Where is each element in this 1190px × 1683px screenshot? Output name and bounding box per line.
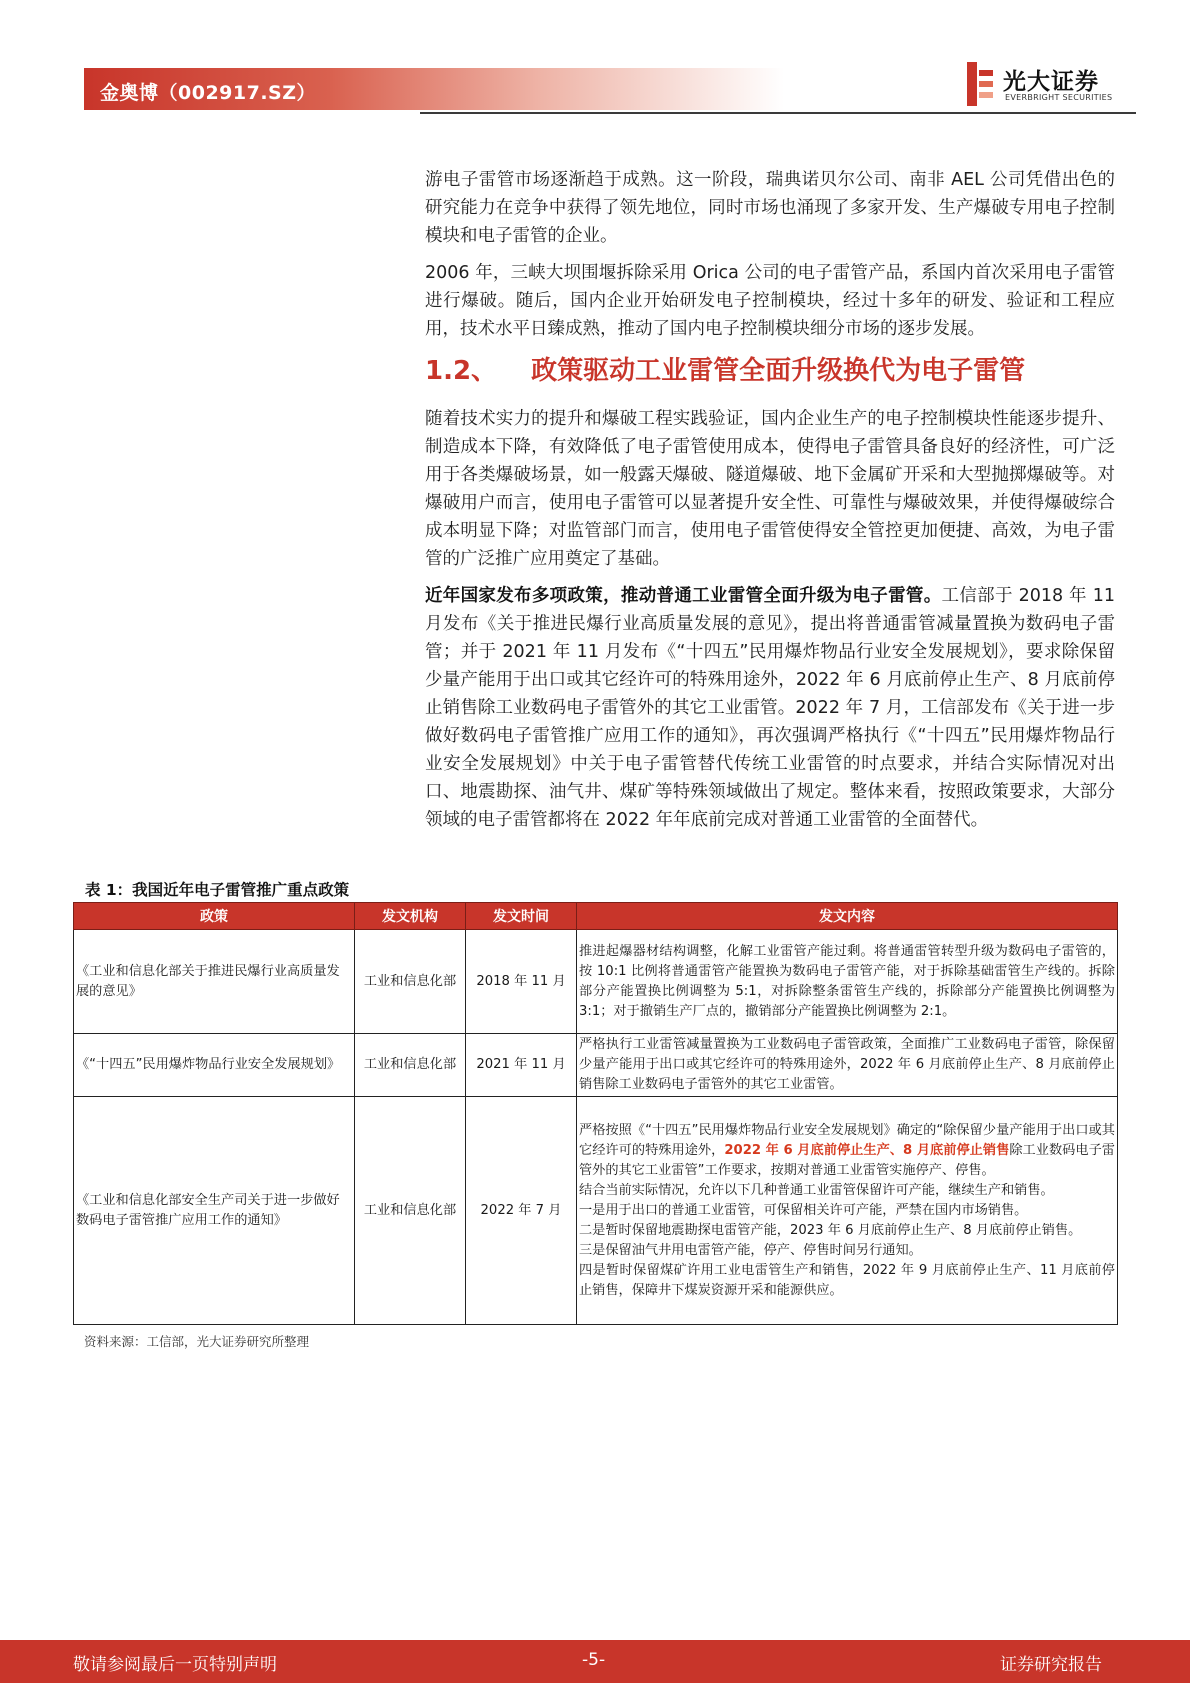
col-header-org: 发文机构 xyxy=(355,903,466,930)
paragraph-3: 随着技术实力的提升和爆破工程实践验证，国内企业生产的电子控制模块性能逐步提升、制造成本下降，有效降低了电子雷管使用成本，使得电子雷管具备良好的经济性，可广泛用于各类爆破场景，如一般露天爆破、隧道爆破、地下金属矿开采和大型抛掷爆破等。对爆破用户而言，使用电子雷管可以显著提升安全性、可靠性与爆破效果，并使得爆破综合成本明显下降；对监管部门而言，使用电子雷管使得安全管控更加便捷、高效，为电子雷管的广泛推广应用奠定了基础。 xyxy=(425,409,1115,569)
header-divider xyxy=(420,112,1136,114)
col-header-content: 发文内容 xyxy=(577,903,1118,930)
content-line: 一是用于出口的普通工业雷管，可保留相关许可产能，严禁在国内市场销售。 xyxy=(579,1202,1028,1218)
table-row xyxy=(74,1097,1118,1325)
logo-text-en: EVERBRIGHT SECURITIES xyxy=(1005,93,1113,102)
policy-table xyxy=(73,902,1118,1325)
cell-content: 严格执行工业雷管减量置换为工业数码电子雷管政策，全面推广工业数码电子雷管，除保留少量产能用于出口或其它经许可的特殊用途外，2022 年 6 月底前停止生产、8 月底前停止销售除工业数码电子雷管外的其它工业雷管。 xyxy=(577,1034,1118,1097)
content-line: 二是暂时保留地震勘探电雷管产能，2023 年 6 月底前停止生产、8 月底前停止销售。 xyxy=(579,1222,1082,1238)
footer-disclaimer: 敬请参阅最后一页特别声明 xyxy=(73,1655,277,1675)
paragraph-4-body: 工信部于 2018 年 11 月发布《关于推进民爆行业高质量发展的意见》，提出将普通雷管减量置换为数码电子雷管；并于 2021 年 11 月发布《“十四五”民用爆炸物品行业安全发展规划》，要求除保留少量产能用于出口或其它经许可的特殊用途外，2022 年 6 月底前停止生产、8 月底前停止销售除工业数码电子雷管外的其它工业雷管。2022 年 7 月，工信部发布《关于进一步做好数码电子雷管推广应用工作的通知》，再次强调严格执行《“十四五”民用爆炸物品行业安全发展规划》中关于电子雷管替代传统工业雷管的时点要求，并结合实际情况对出口、地震勘探、油气井、煤矿等特殊领域做出了规定。整体来看，按照政策要求，大部分领域的电子雷管都将在 2022 年年底前完成对普通工业雷管的全面替代。 xyxy=(425,586,1115,830)
company-title: 金奥博（002917.SZ） xyxy=(100,82,317,104)
cell-org: 工业和信息化部 xyxy=(355,1034,466,1097)
col-header-policy: 政策 xyxy=(74,903,355,930)
col-header-date: 发文时间 xyxy=(466,903,577,930)
content-text: 严格按照《“十四五”民用爆炸物品行业安全发展规划》确定的“除保留少量产能用于出口或其它经许可的特殊用途外， xyxy=(579,1122,1115,1158)
section-heading xyxy=(425,353,1115,389)
cell-date: 2022 年 7 月 xyxy=(466,1097,577,1325)
cell-org: 工业和信息化部 xyxy=(355,930,466,1034)
cell-policy: 《工业和信息化部关于推进民爆行业高质量发展的意见》 xyxy=(74,930,355,1034)
paragraph-1: 游电子雷管市场逐渐趋于成熟。这一阶段，瑞典诺贝尔公司、南非 AEL 公司凭借出色的研究能力在竞争中获得了领先地位，同时市场也涌现了多家开发、生产爆破专用电子控制模块和电子雷管的企业。 xyxy=(425,170,1115,246)
cell-content xyxy=(577,1097,1118,1325)
table-header-row xyxy=(74,903,1118,930)
table-source: 资料来源：工信部，光大证券研究所整理 xyxy=(84,1334,310,1349)
paragraph-2: 2006 年，三峡大坝围堰拆除采用 Orica 公司的电子雷管产品，系国内首次采用电子雷管进行爆破。随后，国内企业开始研发电子控制模块，经过十多年的研发、验证和工程应用，技术水平日臻成熟，推动了国内电子控制模块细分市场的逐步发展。 xyxy=(425,263,1115,339)
content-line: 三是保留油气井用电雷管产能，停产、停售时间另行通知。 xyxy=(579,1242,922,1258)
body-column xyxy=(425,166,1115,843)
cell-org: 工业和信息化部 xyxy=(355,1097,466,1325)
footer-report-type: 证券研究报告 xyxy=(1000,1655,1102,1675)
section-title: 政策驱动工业雷管全面升级换代为电子雷管 xyxy=(531,356,1026,386)
cell-date: 2021 年 11 月 xyxy=(466,1034,577,1097)
content-line: 四是暂时保留煤矿许用工业电雷管生产和销售，2022 年 9 月底前停止生产、11 月底前停止销售，保障井下煤炭资源开采和能源供应。 xyxy=(579,1262,1115,1298)
logo-text-cn: 光大证券 xyxy=(1003,69,1099,95)
table-caption: 表 1：我国近年电子雷管推广重点政策 xyxy=(85,881,350,899)
content-line: 结合当前实际情况，允许以下几种普通工业雷管保留许可产能，继续生产和销售。 xyxy=(579,1182,1054,1198)
cell-policy: 《工业和信息化部安全生产司关于进一步做好数码电子雷管推广应用工作的通知》 xyxy=(74,1097,355,1325)
page-number: -5- xyxy=(582,1650,606,1670)
everbright-logo xyxy=(965,60,1140,108)
cell-date: 2018 年 11 月 xyxy=(466,930,577,1034)
table-row xyxy=(74,930,1118,1034)
paragraph-4-lead: 近年国家发布多项政策，推动普通工业雷管全面升级为电子雷管。 xyxy=(425,586,942,606)
cell-content: 推进起爆器材结构调整，化解工业雷管产能过剩。将普通雷管转型升级为数码电子雷管的，按 10:1 比例将普通雷管产能置换为数码电子雷管产能，对于拆除基础雷管生产线的。拆除部分产能置换比例调整为 5:1，对拆除整条雷管生产线的，拆除部分产能置换比例调整为 3:1；对于撤销生产厂点的，撤销部分产能置换比例调整为 2:1。 xyxy=(577,930,1118,1034)
content-highlight: 2022 年 6 月底前停止生产、8 月底前停止销售 xyxy=(724,1142,1010,1158)
section-number: 1.2、 xyxy=(425,356,498,386)
content-text: 除工业数码电子雷管外的其它工业雷管”工作要求，按期对普通工业雷管实施停产、停售。 xyxy=(579,1142,1115,1178)
cell-policy: 《“十四五”民用爆炸物品行业安全发展规划》 xyxy=(74,1034,355,1097)
table-row xyxy=(74,1034,1118,1097)
everbright-logo-icon xyxy=(965,62,997,106)
paragraph-4 xyxy=(425,582,1115,834)
content-paragraph xyxy=(579,1121,1115,1181)
